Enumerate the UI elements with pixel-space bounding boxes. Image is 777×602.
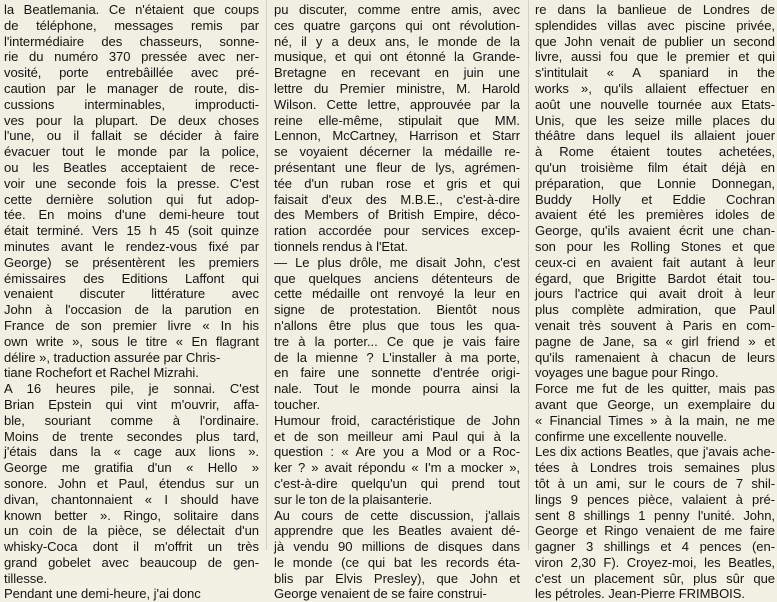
text-line: cette médaille ont renvoyé la leur en	[274, 286, 520, 302]
text-line: s'intitulait « A spaniard in the	[535, 65, 775, 81]
text-line: voir une seconde fois la presse. C'est	[4, 175, 259, 191]
text-line: tôt à un ami, sur le cours de 7 shil-	[535, 475, 775, 491]
text-line: own write », sous le titre « En flagrant	[4, 333, 259, 349]
text-line: délire », traduction assurée par Chris-	[4, 349, 221, 365]
text-line: avaient été les premières idoles de	[535, 207, 775, 223]
text-line: Les dix actions Beatles, que j'avais ache-	[535, 444, 775, 460]
text-line: qu'ils ramenaient à chacun de leurs	[535, 349, 775, 365]
text-line: ceux-ci en avaient fait autant à leur	[535, 254, 775, 270]
text-line: pu discuter, comme entre amis, avec	[274, 2, 520, 17]
text-line: de téléphone, messages remis par	[4, 17, 259, 33]
text-line: les pétroles. Jean-Pierre FRIMBOIS.	[535, 586, 745, 602]
text-line: c'est un placement sûr, plus sûr que	[535, 570, 775, 586]
text-line: se voyaient décerner la médaille re-	[274, 144, 520, 160]
text-line: l'une, ou il fallait se décider à faire	[4, 128, 259, 144]
text-line: tée d'un ruban rose et gris et qui	[274, 175, 520, 191]
text-line: rie du numéro 370 pressée avec ner-	[4, 49, 259, 65]
text-line: de la mienne ? L'installer à ma porte,	[274, 349, 520, 365]
text-line: vosité, porte entrebâillée avec pré-	[4, 65, 259, 81]
text-line: tées à Londres trois semaines plus	[535, 460, 775, 476]
text-line: n'allons être plus que tous les qua-	[274, 317, 520, 333]
text-line: gagner 3 shillings et 4 pences (en-	[535, 539, 775, 555]
text-line: sur le ton de la plaisanterie.	[274, 491, 433, 507]
text-line: Humour froid, caractéristique de John	[274, 412, 520, 428]
text-line: John à l'occasion de la parution en	[4, 302, 259, 318]
text-line: George, qu'ils avaient écrit une chan-	[535, 223, 775, 239]
text-line: Bretagne en recevant en juin une	[274, 65, 520, 81]
text-line: Au cours de cette discussion, j'allais	[274, 507, 520, 523]
text-line: présentant une fleur de lys, agrémen-	[274, 159, 520, 175]
text-line: — Le plus drôle, me disait John, c'est	[274, 254, 520, 270]
text-line: jours l'actrice qui avait droit à leur	[535, 286, 775, 302]
text-line: tre à la porter... Ce que je vais faire	[274, 333, 520, 349]
text-line: ble, souriant comme à l'ordinaire.	[4, 412, 259, 428]
text-line: divan, chantonnaient « I should have	[4, 491, 259, 507]
text-line: des Members of British Empire, déco-	[274, 207, 520, 223]
text-line: lings 9 pences pièce, valaient à pré-	[535, 491, 775, 507]
text-line: Force me fut de les quitter, mais pas	[535, 381, 775, 397]
text-line: émissaires des Editions Laffont qui	[4, 270, 259, 286]
text-line: George) se présentèrent les premiers	[4, 254, 259, 270]
text-line: caution par le manager de route, dis-	[4, 80, 259, 96]
text-line: théâtre dans lequel ils allaient jouer	[535, 128, 775, 144]
text-line: préparation, que Lonnie Donnegan,	[535, 175, 775, 191]
text-line: re dans la banlieue de Londres de	[535, 2, 775, 17]
text-line: livre, aussi fou que le premier et qui	[535, 49, 775, 65]
text-line: était terminé. Vers 15 h 45 (soit quinze	[4, 223, 259, 239]
text-line: à Rome étaient toutes achetées,	[535, 144, 775, 160]
text-line: A 16 heures pile, je sonnai. C'est	[4, 381, 259, 397]
text-line: c'est-à-dire quelqu'un qui prend tout	[274, 475, 520, 491]
text-line: viron 2,30 F). Croyez-moi, les Beatles,	[535, 554, 775, 570]
text-line: George me gratifia d'un « Hello »	[4, 460, 259, 476]
article-column-2	[274, 2, 520, 602]
text-line: whisky-Coca dont il m'offrit un très	[4, 539, 259, 555]
text-line: l'intermédiaire des chasseurs, sonne-	[4, 33, 259, 49]
text-line: toucher.	[274, 396, 321, 412]
text-line: avant que George, un exemplaire du	[535, 396, 775, 412]
text-line: égard, que Brigitte Bardot était tou-	[535, 270, 775, 286]
text-line: venait très souvent à Paris en com-	[535, 317, 775, 333]
text-line: splendides villas avec piscine privée,	[535, 17, 775, 33]
text-line: works », qu'ils allaient effectuer en	[535, 80, 775, 96]
text-line: j'étais dans la « cage aux lions ».	[4, 444, 259, 460]
text-line: le monde (ce qui bat les records éta-	[274, 554, 520, 570]
text-line: known better ». Ringo, solitaire dans	[4, 507, 259, 523]
text-line: qu'un troisième film était déjà en	[535, 159, 775, 175]
text-line: Moins de trente secondes plus tard,	[4, 428, 259, 444]
text-line: nale. Tout le monde pourra ainsi la	[274, 381, 520, 397]
text-line: pagne de Jane, sa « girl friend » et	[535, 333, 775, 349]
text-line: George et Ringo venaient de me faire	[535, 523, 775, 539]
text-line: reine elle-même, stipulait que MM.	[274, 112, 520, 128]
text-line: Lennon, McCartney, Harrison et Starr	[274, 128, 520, 144]
text-line: août une nouvelle tournée aux Etats-	[535, 96, 775, 112]
text-line: faisait d'eux des M.B.E., c'est-à-dire	[274, 191, 520, 207]
text-line: minutes avant le rendez-vous fixé par	[4, 238, 259, 254]
text-line: un coin de la pièce, se délectait d'un	[4, 523, 259, 539]
text-line: Buddy Holly et Eddie Cochran	[535, 191, 775, 207]
text-line: en faire une sonnette d'entrée origi-	[274, 365, 520, 381]
article-column-3	[535, 2, 775, 602]
text-line: ces quatre garçons qui ont révolution-	[274, 17, 520, 33]
text-line: tée. En moins d'une demi-heure tout	[4, 207, 259, 223]
column-divider	[266, 0, 267, 550]
text-line: ker ? » avait répondu « I'm a mocker »,	[274, 460, 520, 476]
text-line: ves pour la plupart. De deux choses	[4, 112, 259, 128]
text-line: lettre du Premier ministre, M. Harold	[274, 80, 520, 96]
text-line: né, il y a deux ans, le monde de la	[274, 33, 520, 49]
text-line: « Financial Times » à la main, ne me	[535, 412, 775, 428]
text-line: Unis, que les seize mille places du	[535, 112, 775, 128]
text-line: Brian Epstein qui vint m'ouvrir, affa-	[4, 396, 259, 412]
text-line: plus complète admiration, que Paul	[535, 302, 775, 318]
text-line: tillesse.	[4, 570, 48, 586]
text-line: Pendant une demi-heure, j'ai donc	[4, 586, 201, 602]
text-line: France de son premier livre « In his	[4, 317, 259, 333]
text-line: question : « Are you a Mod or a Roc-	[274, 444, 520, 460]
text-line: cussions interminables, improducti-	[4, 96, 259, 112]
text-line: son pour les Rolling Stones et que	[535, 238, 775, 254]
text-line: et de son meilleur ami Paul qui à la	[274, 428, 520, 444]
text-line: évacuer tout le monde par la police,	[4, 144, 259, 160]
text-line: jà vendu 90 millions de disques dans	[274, 539, 520, 555]
text-line: venaient discuter littérature avec	[4, 286, 259, 302]
text-line: tionnels rendus à l'Etat.	[274, 238, 408, 254]
text-line: blis par Elvis Presley), que John et	[274, 570, 520, 586]
text-line: cette dernière solution qui fut adop-	[4, 191, 259, 207]
text-line: apprendre que les Beatles avaient dé-	[274, 523, 520, 539]
text-line: musique, et qui ont étonné la Grande-	[274, 49, 520, 65]
column-divider	[528, 0, 529, 550]
text-line: sent 8 shillings 1 penny l'unité. John,	[535, 507, 775, 523]
text-line: signe de protestation. Bientôt nous	[274, 302, 520, 318]
text-line: Wilson. Cette lettre, approuvée par la	[274, 96, 520, 112]
text-line: voyages une bague pour Ringo.	[535, 365, 719, 381]
text-line: ou les Beatles acceptaient de rece-	[4, 159, 259, 175]
text-line: tiane Rochefort et Rachel Mizrahi.	[4, 365, 199, 381]
article-column-1	[4, 2, 259, 602]
text-line: la Beatlemania. Ce n'étaient que coups	[4, 2, 259, 17]
text-line: ration accordée pour services excep-	[274, 223, 520, 239]
text-line: confirme une excellente nouvelle.	[535, 428, 727, 444]
text-line: sonore. John et Paul, étendus sur un	[4, 475, 259, 491]
text-line: grand gobelet avec beaucoup de gen-	[4, 554, 259, 570]
text-line: George venaient de se faire construi-	[274, 586, 487, 602]
text-line: que John venait de publier un second	[535, 33, 775, 49]
text-line: que quelques anciens détenteurs de	[274, 270, 520, 286]
